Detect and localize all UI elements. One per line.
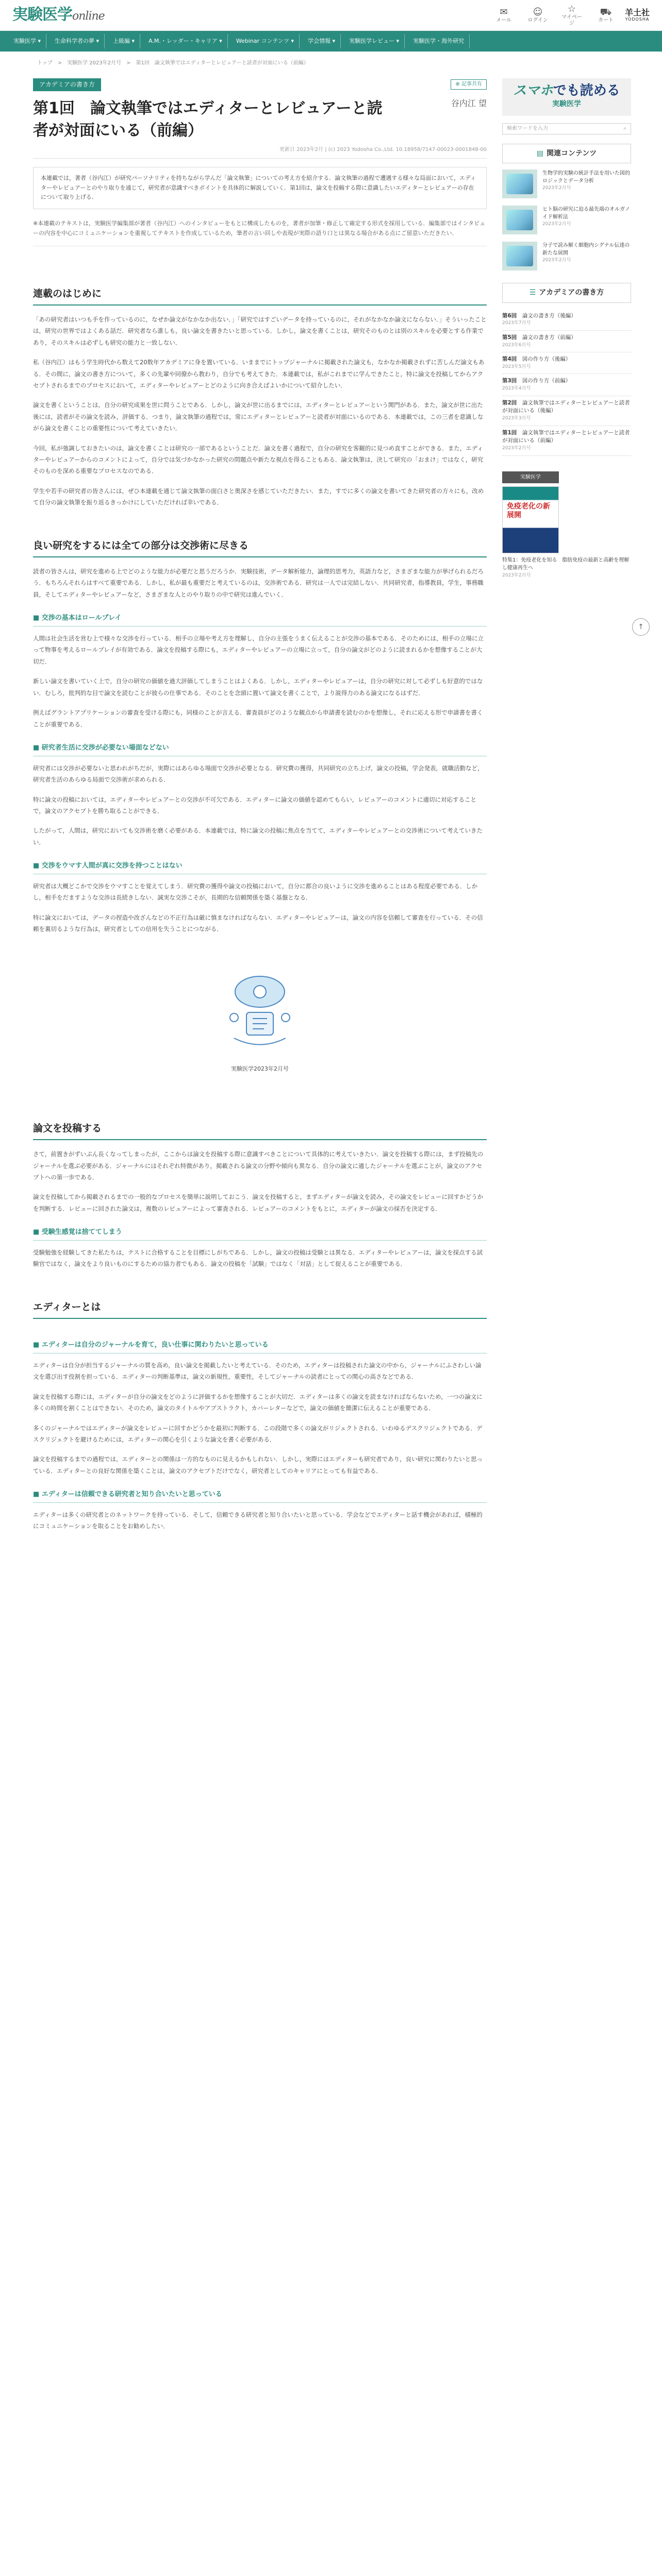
series-date: 2023年6月号 bbox=[502, 342, 531, 348]
site-logo[interactable]: 実験医学online bbox=[12, 6, 105, 24]
article bbox=[33, 78, 487, 1540]
mail-button[interactable]: ✉ メール bbox=[492, 7, 516, 24]
nav-item-2[interactable]: 生命科学者の夢 ▾ bbox=[49, 34, 105, 48]
breadcrumb[interactable]: トップ > 実験医学 2023年2月号 > 第1回 論文執筆ではエディターとレビュアーと読者が対面にいる（前編） bbox=[37, 60, 309, 66]
related-item[interactable] bbox=[502, 242, 631, 270]
paragraph: 例えばグラントアプリケーションの審査を受ける際にも，同様のことが言える．審査員がどのような観点から申請書を読むのかを想像し，それに応える形で申請書を書くことが重要である． bbox=[33, 709, 483, 728]
series-item[interactable]: 第6回 論文の書き方（後編） 2023年7月号 bbox=[502, 309, 631, 331]
subsection-heading: ■ エディターは信頼できる研究者と知り合いたいと思っている bbox=[33, 1489, 487, 1503]
series-number: 第5回 bbox=[502, 334, 522, 341]
paragraph: 受験勉強を経験してきた私たちは，テストに合格することを目標にしがちである．しかし，論文の投稿は受験とは異なる．エディターやレビュアーは，論文を採点する試験官ではなく，論文をより良いものにするための協力者でもある．論文の投稿を「試験」ではなく「対話」として捉えることが重要である． bbox=[33, 1249, 483, 1268]
magazine-box[interactable]: 実験医学 免疫老化の新展開 特集1：免疫老化を知る 脂肪免疫の最新と高齢を理解し健康再生へ 2023年2月号 bbox=[502, 471, 631, 580]
series-number: 第3回 bbox=[502, 378, 522, 384]
page-title: 第1回 論文執筆ではエディターとレビュアーと読者が対面にいる（前編） 谷内江 望 bbox=[33, 98, 487, 140]
figure-caption: 実験医学2023年2月号 bbox=[231, 1065, 289, 1072]
nav-item-3[interactable]: 上級編 ▾ bbox=[108, 34, 140, 48]
nav-item-6[interactable]: 学会情報 ▾ bbox=[303, 34, 341, 48]
paragraph: 私（谷内江）はもう学生時代から数えて20数年アカデミアに身を置いている．いままでにトップジャーナルに掲載された論文も，なかなか掲載されずに苦しんだ論文もある．その間に，論文の書き方について，多くの先輩や同僚から教わり，自分でも考えてきた．本連載では，私がこれまでに学んできたこと，特に論文を投稿してからアクセプトされるまでのプロセスにおいて，エディターやレビュアーとどのように向き合えばよいかについて紹介したい． bbox=[33, 359, 485, 389]
user-icon: ☺ bbox=[533, 6, 543, 18]
subsection-heading: ■ 研究者生活に交渉が必要ない場面などない bbox=[33, 742, 487, 756]
related-item[interactable] bbox=[502, 170, 631, 198]
related-thumbnail[interactable] bbox=[502, 242, 537, 270]
cart-icon: ⛟ bbox=[600, 6, 612, 18]
paragraph: 新しい論文を書いていく上で，自分の研究の価値を過大評価してしまうことはよくある．しかし，エディターやレビュアーは，自分の研究に対して必ずしも好意的ではない．むしろ，批判的な目で論文を読むことが彼らの仕事である．そのことを念頭に置いて論文を書くことで，より説得力のある論文になるはずだ． bbox=[33, 677, 483, 697]
section-heading: 論文を投稿する bbox=[33, 1120, 487, 1140]
series-date: 2023年2月号 bbox=[502, 446, 531, 451]
paragraph: 研究者には交渉が必要ないと思われがちだが，実際にはあらゆる場面で交渉が必要となる．研究費の獲得，共同研究の立ち上げ，論文の投稿，学会発表，就職活動など，研究者生活のあらゆる局面で交渉術が求められる． bbox=[33, 764, 484, 784]
user-button[interactable]: ☺ ログイン bbox=[526, 7, 550, 24]
series-date: 2023年3月号 bbox=[502, 416, 531, 421]
nav-item-5[interactable]: Webinar コンテンツ ▾ bbox=[231, 34, 300, 48]
paragraph: 「あの研究者はいつも手を作っているのに，なぜか論文がなかなか出ない．」「研究ではすごいデータを持っているのに，それがなかなか論文にならない．」そういったことは，研究の世界ではよくある話だ．研究者なら誰しも，良い論文を書きたいと思っている．しかし，論文を書くことは，研究そのものとは別のスキルを必要とする作業であり，そのスキルは必ずしも研究の能力と一致しない． bbox=[33, 315, 487, 346]
paragraph: 学生や若手の研究者の皆さんには，ぜひ本連載を通じて論文執筆の面白さと奥深さを感じていただきたい．また，すでに多くの論文を書いてきた研究者の方々にも，改めて自分の論文執筆を振り返るきっかけにしていただければ幸いである． bbox=[33, 487, 484, 506]
paragraph: 今回，私が強調しておきたいのは，論文を書くことは研究の一部であるということだ．論文を書く過程で，自分の研究を客観的に見つめ直すことができる．また，エディターやレビュアーからのコメントによって，自分では気づかなかった研究の問題点や新たな視点を得ることもある．論文執筆は，決して研究の「おまけ」ではなく，研究そのものを深める重要なプロセスなのである． bbox=[33, 444, 484, 475]
paragraph: 研究者は大概どこかで交渉をウマすことを覚えてしまう．研究費の獲得や論文の投稿において，自分に都合の良いように交渉を進めることはある程度必要である．しかし，相手をだますような交渉は長続きしない．誠実な交渉こそが，長期的な信頼関係を築く基盤となる． bbox=[33, 882, 478, 902]
related-date: 2023年2月号 bbox=[542, 258, 571, 263]
paragraph: エディターは多くの研究者とのネットワークを持っている．そして，信頼できる研究者と知り合いたいと思っている．学会などでエディターと話す機会があれば，積極的にコミュニケーションを取ることをお勧めしたい． bbox=[33, 1511, 483, 1530]
mail-icon: ✉ bbox=[500, 6, 508, 18]
nav-item-8[interactable]: 実験医学・海外研究 bbox=[408, 34, 470, 48]
paragraph: 論文を投稿してから掲載されるまでの一般的なプロセスを簡単に説明しておこう．論文を投稿すると，まずエディターが論文を読み，その論文をレビューに回すかどうかを判断する．レビューに回された論文は，複数のレビュアーによって審査される．レビュアーのコメントをもとに，エディターが論文の採否を決定する． bbox=[33, 1193, 484, 1212]
bookmark-icon: ☆ bbox=[567, 3, 576, 14]
series-item[interactable]: 第3回 図の作り方（前編） 2023年4月号 bbox=[502, 374, 631, 396]
related-thumbnail[interactable] bbox=[502, 206, 537, 234]
editorial-note: ※本連載のテキストは，実験医学編集部が著者（谷内江）へのインタビューをもとに構成したものを，著者が加筆・修正して確定する形式を採用している．編集部ではインタビューの内容を中心にコミュニケーションを重視してテキストを作成しているため，筆者の言い回しや表現が実際の語り口とは異なる場合がある点にご留意いただきたい． bbox=[33, 218, 487, 246]
back-to-top-button[interactable]: ↑ bbox=[632, 618, 650, 636]
series-heading: ☰ アカデミアの書き方 bbox=[502, 283, 631, 303]
list-icon: ☰ bbox=[529, 289, 536, 297]
related-text[interactable]: 分子で読み解く細胞内シグナル伝達の新たな展開 2023年2月号 bbox=[542, 242, 631, 270]
paragraph: さて，前置きがずいぶん長くなってしまったが，ここからは論文を投稿する際に意識すべきことについて具体的に考えていきたい．論文を投稿する際には，まず投稿先のジャーナルを選ぶ必要がある．ジャーナルにはそれぞれ特徴があり，掲載される論文の分野や傾向も異なる．自分の論文に適したジャーナルを選ぶことが，論文のアクセプトへの第一歩である． bbox=[33, 1150, 484, 1181]
publisher-logo[interactable]: 羊土社 YODOSHA bbox=[624, 8, 650, 22]
related-date: 2023年2月号 bbox=[542, 185, 571, 191]
related-item[interactable] bbox=[502, 206, 631, 234]
paragraph: エディターは自分が担当するジャーナルの質を高め，良い論文を掲載したいと考えている．そのため，エディターは投稿された論文の中から，ジャーナルにふさわしい論文を選び出す役割を担っている．エディターの判断基準は，論文の新規性，重要性，そしてジャーナルの読者にとっての関心の高さなどである． bbox=[33, 1361, 482, 1381]
series-date: 2023年4月号 bbox=[502, 386, 531, 392]
section-heading: エディターとは bbox=[33, 1299, 487, 1319]
section-heading: 連載のはじめに bbox=[33, 285, 487, 306]
magazine-text[interactable]: 特集1：免疫老化を知る 脂肪免疫の最新と高齢を理解し健康再生へ bbox=[502, 557, 630, 571]
nav-item-1[interactable]: 実験医学 ▾ bbox=[8, 34, 46, 48]
header-icons bbox=[492, 4, 618, 27]
related-thumbnail[interactable] bbox=[502, 170, 537, 198]
illustration bbox=[203, 961, 317, 1054]
app-banner[interactable]: スマホでも読める 実験医学 bbox=[502, 78, 631, 116]
subsection-heading: ■ 交渉をウマす人間が真に交渉を持つことはない bbox=[33, 860, 487, 874]
related-text[interactable]: ヒト脳の研究に迫る最先端のオルガノイド解析法 2023年2月号 bbox=[542, 206, 631, 234]
site-header bbox=[0, 0, 662, 31]
share-button[interactable]: ⊕ 記事共有 bbox=[451, 79, 487, 90]
cart-button[interactable]: ⛟ カート bbox=[594, 7, 618, 24]
series-item[interactable]: 第5回 論文の書き方（前編） 2023年6月号 bbox=[502, 331, 631, 352]
related-text[interactable]: 生物学的実験の統計手法を用いた図的ロジックとデータ分析 2023年2月号 bbox=[542, 170, 631, 198]
series-date: 2023年7月号 bbox=[502, 320, 531, 326]
series-date: 2023年5月号 bbox=[502, 364, 531, 369]
paragraph: 論文を投稿するまでの過程では，エディターとの関係は一方的なものに見えるかもしれない．しかし，実際にはエディターも研究者であり，良い研究に関わりたいと思っている．エディターとの良好な関係を築くことは，論文のアクセプトだけでなく，研究者としてのキャリアにとっても有益である． bbox=[33, 1455, 483, 1475]
article-meta: 更新日 2023年2月 | (c) 2023 Yodosha Co.,Ltd. 10.18958/7147-00023-0001848-00 bbox=[33, 145, 487, 159]
series-tag[interactable]: アカデミアの書き方 bbox=[33, 78, 101, 91]
bookmark-button[interactable]: ☆ マイページ bbox=[560, 4, 584, 27]
sidebar bbox=[502, 78, 631, 1540]
author-name[interactable]: 谷内江 望 bbox=[451, 98, 487, 108]
paragraph: 人間は社会生活を営む上で様々な交渉を行っている．相手の立場や考え方を理解し，自分の主張をうまく伝えることが交渉の基本である．そのためには，相手の立場に立って物事を考えるロールプレイが有効である．論文を投稿する際にも，エディターやレビュアーの立場に立って，自分の論文がどのように読まれるかを想像することが大切だ． bbox=[33, 634, 484, 665]
series-item[interactable]: 第1回 論文執筆ではエディターとレビュアーと読者が対面にいる（前編） 2023年2月号 bbox=[502, 426, 631, 456]
main-nav bbox=[0, 31, 662, 52]
series-number: 第1回 bbox=[502, 429, 522, 436]
series-item[interactable]: 第2回 論文執筆ではエディターとレビュアーと読者が対面にいる（後編） 2023年3月号 bbox=[502, 396, 631, 426]
subsection-heading: ■ 受験生感覚は捨ててしまう bbox=[33, 1227, 487, 1241]
lead-box: 本連載では，著者（谷内江）が研究パーソナリティを持ちながら学んだ「論文執筆」についての考え方を紹介する．論文執筆の過程で遭遇する様々な局面において，エディターやレビュアーとのやり取りを通じて，研究者が意識すべきポイントを具体的に解説していく．第1回は，論文を投稿する際に意識したいエディターとレビュアーの存在について取り上げる． bbox=[33, 167, 487, 209]
series-number: 第4回 bbox=[502, 356, 522, 363]
section-heading: 良い研究をするには全ての部分は交渉術に尽きる bbox=[33, 537, 487, 557]
search-icon[interactable]: ⌕ bbox=[623, 125, 626, 131]
paragraph: 論文を書くということは，自分の研究成果を世に問うことである．しかし，論文が世に出るまでには，エディターとレビュアーという関門がある．また，論文が世に出た後には，読者がその論文を読み，評価する．つまり，論文執筆の過程では，常にエディターとレビュアーと読者が対面にいるのである．本連載では，この三者を意識しながら論文を書くことの重要性について考えていきたい． bbox=[33, 401, 484, 432]
nav-item-7[interactable]: 実験医学レビュー ▾ bbox=[344, 34, 405, 48]
paragraph: 多くのジャーナルではエディターが論文をレビューに回すかどうかを最初に判断する．この段階で多くの論文がリジェクトされる．いわゆるデスクリジェクトである．デスクリジェクトを避けるためには，エディターの関心を引くような論文を書く必要がある． bbox=[33, 1424, 483, 1443]
nav-item-4[interactable]: A.M.・レッダー・キャリア ▾ bbox=[143, 34, 228, 48]
subsection-heading: ■ エディターは自分のジャーナルを育て，良い仕事に関わりたいと思っている bbox=[33, 1340, 487, 1353]
related-date: 2023年2月号 bbox=[542, 222, 571, 227]
series-number: 第2回 bbox=[502, 399, 522, 406]
paragraph: 読者の皆さんは，研究を進める上でどのような能力が必要だと思うだろうか．実験技術，データ解析能力，論理的思考力，英語力など，さまざまな能力が挙げられるだろう．もちろんそれらはすべて重要である．しかし，私が最も重要だと考えているのは，交渉術である．研究は一人では完結しない．共同研究者，指導教員，学生，事務職員，そしてエディターやレビュアーなど，さまざまな人とのやり取りの中で研究は進んでいく． bbox=[33, 567, 484, 598]
paragraph: したがって，人間は，研究においても交渉術を磨く必要がある．本連載では，特に論文の投稿に焦点を当てて，エディターやレビュアーとの交渉術について考えていきたい． bbox=[33, 827, 483, 846]
paragraph: 特に論文の投稿においては，エディターやレビュアーとの交渉が不可欠である．エディターに論文の価値を認めてもらい，レビュアーのコメントに適切に対応することで，論文のアクセプトを勝ち取ることができる． bbox=[33, 795, 476, 815]
series-number: 第6回 bbox=[502, 312, 522, 319]
search-input[interactable]: 検索ワードを入力 ⌕ bbox=[502, 123, 631, 134]
paragraph: 論文を投稿する際には，エディターが自分の論文をどのように評価するかを想像することが大切だ．エディターは多くの論文を読まなければならないため，一つの論文に多くの時間を割くことはできない．そのため，論文のタイトルやアブストラクト，カバーレターなどで，論文の価値を簡潔に伝えることが重要である． bbox=[33, 1393, 483, 1412]
paragraph: 特に論文においては，データの捏造や改ざんなどの不正行為は厳に慎まなければならない．エディターやレビュアーは，論文の内容を信頼して審査を行っている．その信頼を裏切るような行為は，研究者としての信用を失うことにつながる． bbox=[33, 913, 483, 933]
series-item[interactable]: 第4回 図の作り方（後編） 2023年5月号 bbox=[502, 352, 631, 374]
magazine-cover[interactable]: 免疫老化の新展開 bbox=[502, 486, 559, 553]
subsection-heading: ■ 交渉の基本はロールプレイ bbox=[33, 613, 487, 626]
related-heading: ▤ 関連コンテンツ bbox=[502, 144, 631, 164]
document-icon: ▤ bbox=[536, 149, 543, 158]
